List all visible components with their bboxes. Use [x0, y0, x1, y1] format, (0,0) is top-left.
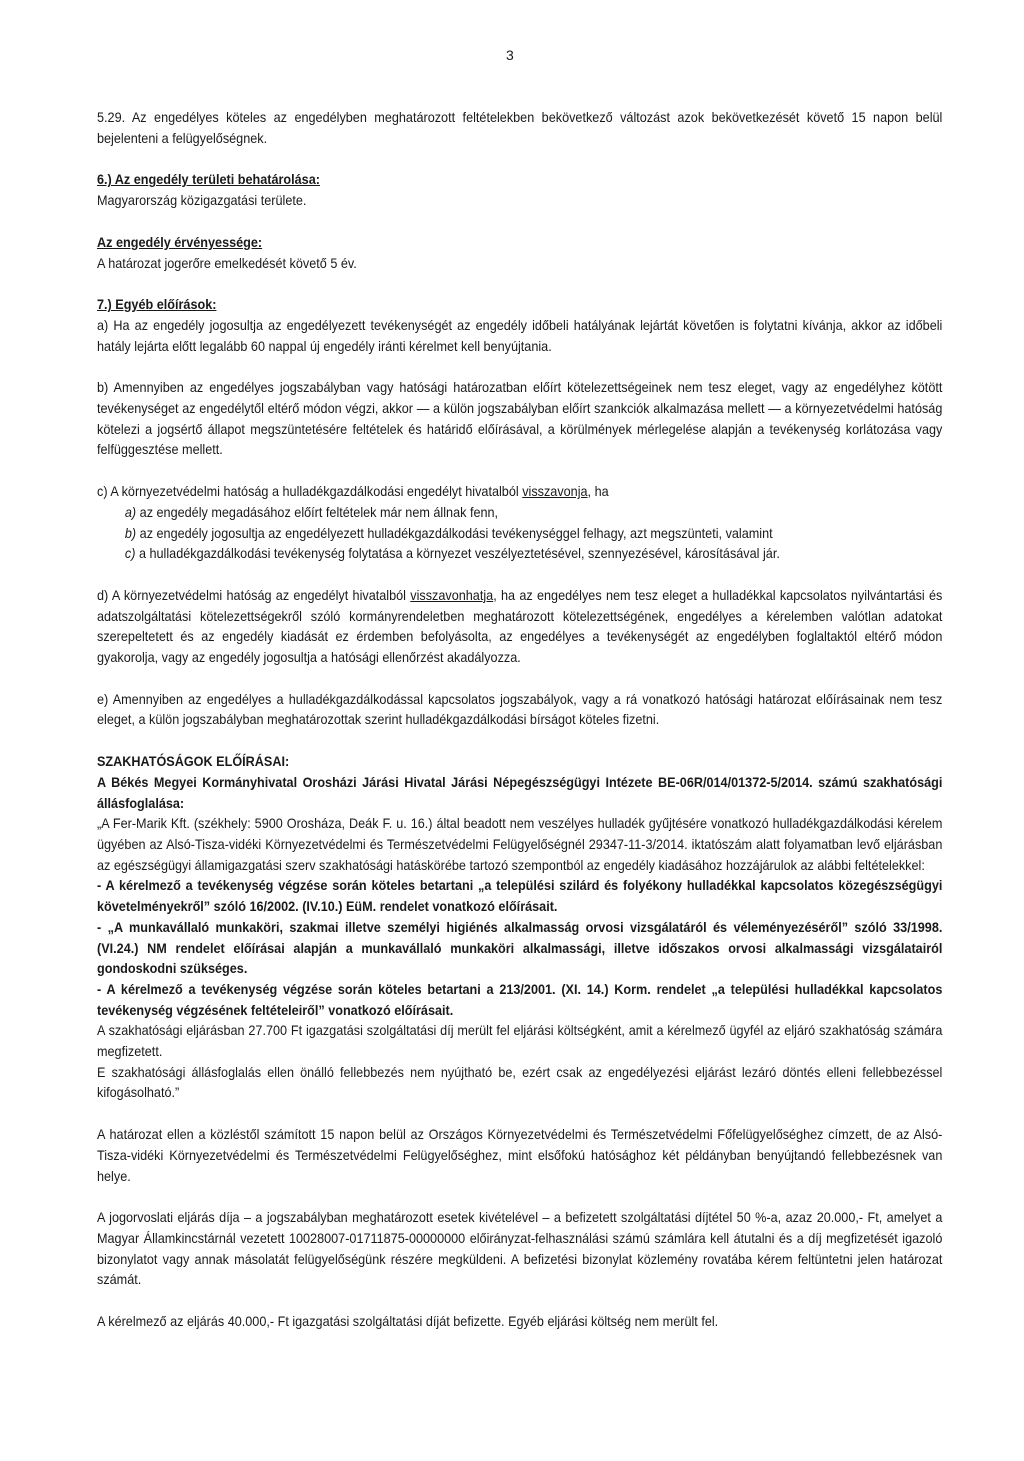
- section-7-c-post: , ha: [587, 484, 609, 500]
- section-6-heading: 6.) Az engedély területi behatárolása:: [97, 172, 320, 188]
- appeal-fee-paragraph: A jogorvoslati eljárás díja – a jogszabályban meghatározott esetek kivételével – a befizetett szolgáltatási díjtétel 50 %-a, azaz 20.000,- Ft, amelyet a Magyar Államkincstárnál vezetett 10028007-01711875-00000000 előirányzat-felhasználási számú számlára kell átutalni és a díj megfizetését igazoló bizonylatot vagy annak másolatát felügyelőségünk részére megküldeni. A befizetési bizonylat közlemény rovatába kérem feltüntetni jelen határozat számát.: [97, 1210, 943, 1288]
- section-5-29: 5.29. Az engedélyes köteles az engedélyben meghatározott feltételekben bekövetkező változást azok bekövetkezését követő 15 napon belül bejelenteni a felügyelőségnek.: [97, 110, 943, 146]
- page-number: 3: [506, 47, 514, 63]
- section-7-a: a) Ha az engedély jogosultja az engedélyezett tevékenységét az engedély időbeli hatályának lejártát követően is folytatni kívánja, akkor az időbeli hatály lejárta előtt legalább 60 nappal új engedély iránti kérelmet kell benyújtania.: [97, 317, 943, 354]
- authority-condition-3: - A kérelmező a tevékenység végzése során köteles betartani a 213/2001. (XI. 14.) Korm. rendelet „a települési hulladékkal kapcsolatos tevékenység végzésének feltételeiről” vonatkozó előírásait.: [97, 981, 943, 1018]
- item-letter: a): [124, 504, 137, 520]
- item-letter: b): [124, 525, 137, 541]
- section-7-c-item: [97, 544, 942, 565]
- item-text: az engedély jogosultja az engedélyezett hulladékgazdálkodási tevékenységgel felhagy, azt megszünteti, valamint: [136, 525, 773, 541]
- section-7-c-item: [97, 524, 942, 545]
- section-7-c-underlined: visszavonja: [522, 484, 588, 500]
- section-7-c: [97, 482, 942, 503]
- authority-quote: „A Fer-Marik Kft. (székhely: 5900 Orosháza, Deák F. u. 16.) által beadott nem veszélyes hulladék gyűjtésére vonatkozó hulladékgazdálkodási kérelem ügyében az Alsó-Tisza-vidéki Környezetvédelmi és Természetvédelmi Felügyelőségnél 29347-11-3/2014. iktatószám alatt folyamatban levő eljárásban az egészségügyi államigazgatási szerv szakhatósági hatáskörébe tartozó szempontból az engedély kiadásához hozzájárulok az alábbi feltételekkel:: [97, 816, 943, 873]
- section-7-e: e) Amennyiben az engedélyes a hulladékgazdálkodással kapcsolatos jogszabályok, vagy a rá vonatkozó hatósági határozat előírásainak nem tesz eleget, a külön jogszabályban meghatározottak szerint hulladékgazdálkodási bírságot köteles fizetni.: [97, 691, 943, 728]
- section-7-b: b) Amennyiben az engedélyes jogszabályban vagy hatósági határozatban előírt kötelezettségeinek nem tesz eleget, vagy az engedélyhez kötött tevékenységet az engedélytől eltérő módon végzi, akkor — a külön jogszabályban előírt szankciók alkalmazása mellett — a környezetvédelmi hatóság kötelezi a jogsértő állapot megszüntetésére feltételek és határidő előírásával, a körülmények mérlegelése alapján a tevékenység korlátozása vagy felfüggesztése mellett.: [97, 380, 943, 458]
- authority-appeal-note: E szakhatósági állásfoglalás ellen önálló fellebbezés nem nyújtható be, ezért csak az engedélyezési eljárást lezáró döntés elleni fellebbezéssel kifogásolható.”: [97, 1064, 943, 1101]
- section-6-text: Magyarország közigazgatási területe.: [97, 193, 307, 209]
- authorities-heading: SZAKHATÓSÁGOK ELŐÍRÁSAI:: [97, 754, 290, 770]
- validity-text: A határozat jogerőre emelkedését követő 5 év.: [97, 255, 357, 271]
- section-7-d-underlined: visszavonhatja: [410, 587, 494, 603]
- section-7-d-post: , ha az engedélyes nem tesz eleget a hulladékkal kapcsolatos nyilvántartási és adatszolgáltatási kötelezettségekről szóló kormányrendeletben meghatározott kötelezettségének, engedélyes a kérelemben valótlan adatokat szerepeltetett és az engedély kiadását ez érdemben befolyásolta, az engedélyes a tevékenységét az engedélyben foglaltaktól eltérő módon gyakorolja, vagy az engedély jogosultja a hatósági ellenőrzést akadályozza.: [97, 587, 943, 666]
- procedure-fee-paragraph: A kérelmező az eljárás 40.000,- Ft igazgatási szolgáltatási díját befizette. Egyéb eljárási költség nem merült fel.: [97, 1314, 719, 1330]
- section-7-heading: 7.) Egyéb előírások:: [97, 297, 217, 313]
- authority-fee: A szakhatósági eljárásban 27.700 Ft igazgatási szolgáltatási díj merült fel eljárási költségként, amit a kérelmező ügyfél az eljáró szakhatóság számára megfizetett.: [97, 1023, 943, 1060]
- authority-condition-2: - „A munkavállaló munkaköri, szakmai illetve személyi higiénés alkalmasság orvosi vizsgálatáról és véleményezéséről” szóló 33/1998. (VI.24.) NM rendelet előírásai alapján a munkavállaló munkaköri alkalmassági, illetve időszakos orvosi alkalmassági vizsgálatairól gondoskodni szükséges.: [97, 919, 943, 977]
- validity-heading: Az engedély érvényessége:: [97, 234, 263, 250]
- section-7-c-pre: c) A környezetvédelmi hatóság a hulladékgazdálkodási engedélyt hivatalból: [97, 484, 523, 500]
- authority-statement: A Békés Megyei Kormányhivatal Orosházi Járási Hivatal Járási Népegészségügyi Intézete BE-06R/014/01372-5/2014. számú szakhatósági állásfoglalása:: [97, 774, 943, 811]
- section-7-d: [97, 586, 942, 669]
- appeal-paragraph: A határozat ellen a közléstől számított 15 napon belül az Országos Környezetvédelmi és Természetvédelmi Főfelügyelőséghez címzett, de az Alsó-Tisza-vidéki Környezetvédelmi és Természetvédelmi Felügyelőséghez, mint elsőfokú hatósághoz két példányban benyújtandó fellebbezésnek van helye.: [97, 1127, 943, 1184]
- item-text: az engedély megadásához előírt feltételek már nem állnak fenn,: [136, 504, 499, 520]
- item-text: a hulladékgazdálkodási tevékenység folytatása a környezet veszélyeztetésével, szennyezésével, károsításával jár.: [135, 546, 780, 562]
- document-body: [97, 108, 942, 1333]
- section-7-d-pre: d) A környezetvédelmi hatóság az engedélyt hivatalból: [97, 587, 411, 603]
- section-7-c-item: [97, 503, 942, 524]
- authority-condition-1: - A kérelmező a tevékenység végzése során köteles betartani „a települési szilárd és folyékony hulladékkal kapcsolatos közegészségügyi követelményekről” szóló 16/2002. (IV.10.) EüM. rendelet vonatkozó előírásait.: [97, 878, 943, 915]
- item-letter: c): [124, 546, 136, 562]
